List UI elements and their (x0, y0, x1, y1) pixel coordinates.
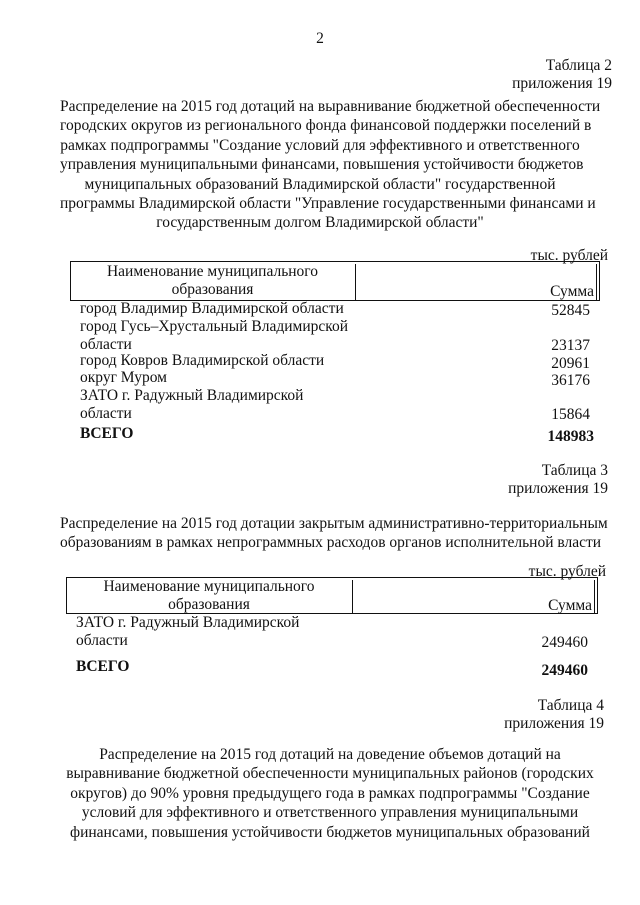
table4-caption-appendix: приложения 19 (504, 715, 604, 732)
table2-caption-number: Таблица 2 (545, 57, 612, 74)
table2-header-divider (355, 264, 356, 301)
table2-header-divider-right (596, 264, 597, 301)
table2-col-name-header: Наименование муниципального образования (106, 263, 319, 298)
table3-caption-appendix: приложения 19 (508, 480, 608, 497)
table-row: ЗАТО г. Радужный Владимирской области (76, 614, 300, 649)
table3-total-label: ВСЕГО (76, 658, 130, 675)
table2-row-sum: 20961 (551, 355, 590, 372)
table3-unit: тыс. рублей (528, 563, 606, 580)
table-row: ЗАТО г. Радужный Владимирской области (80, 387, 304, 422)
table2-heading: Распределение на 2015 год дотаций на выравнивание бюджетной обеспеченности городских округов из регионального фонда финансовой поддержки поселений в рамках подпрограммы "Создание условий для эффективного и ответственного управления муниципальными финансами, повышения устойчивости бюджетов муниципальных образований Владимирской области" государственной программы Владимирской области "Управление государственными финансами и государственным долгом Владимирской области" (60, 98, 601, 232)
table3-col-name-header: Наименование муниципального образования (103, 578, 315, 613)
table2-col-sum-header: Сумма (550, 283, 594, 300)
table3-caption-number: Таблица 3 (541, 462, 608, 479)
table4-caption-number: Таблица 4 (537, 697, 604, 714)
table-row: округ Муром (80, 369, 167, 386)
table2-total-sum: 148983 (547, 428, 594, 445)
table3-total-sum: 249460 (541, 662, 588, 679)
table-row: город Владимир Владимирской области (80, 300, 344, 317)
table2-unit: тыс. рублей (530, 247, 608, 264)
page-number: 2 (316, 30, 324, 47)
table3-col-sum-header: Сумма (548, 597, 592, 614)
table3-header-divider-right (594, 580, 595, 614)
table2-row-sum: 23137 (551, 337, 590, 354)
table2-caption-appendix: приложения 19 (512, 75, 612, 92)
table2-row-sum: 52845 (551, 302, 590, 319)
table2-row-sum: 36176 (551, 372, 590, 389)
table2-total-label: ВСЕГО (80, 425, 134, 442)
table4-heading: Распределение на 2015 год дотаций на доведение объемов дотаций на выравнивание бюджетной обеспеченности муниципальных районов (городских округов) до 90% уровня предыдущего года в рамках подпрограммы "Создание условий для эффективного и ответственного управления муниципальными финансами, повышения устойчивости бюджетов муниципальных образований (66, 746, 594, 841)
table3-heading: Распределение на 2015 год дотации закрытым административно-территориальным образованиям в рамках непрограммных расходов органов исполнительной власти (60, 515, 608, 552)
table3-row-sum: 249460 (541, 634, 588, 651)
table3-header-divider (352, 580, 353, 614)
table-row: город Ковров Владимирской области (80, 352, 325, 369)
table2-row-sum: 15864 (551, 406, 590, 423)
table-row: город Гусь–Хрустальный Владимирской области (80, 318, 349, 353)
